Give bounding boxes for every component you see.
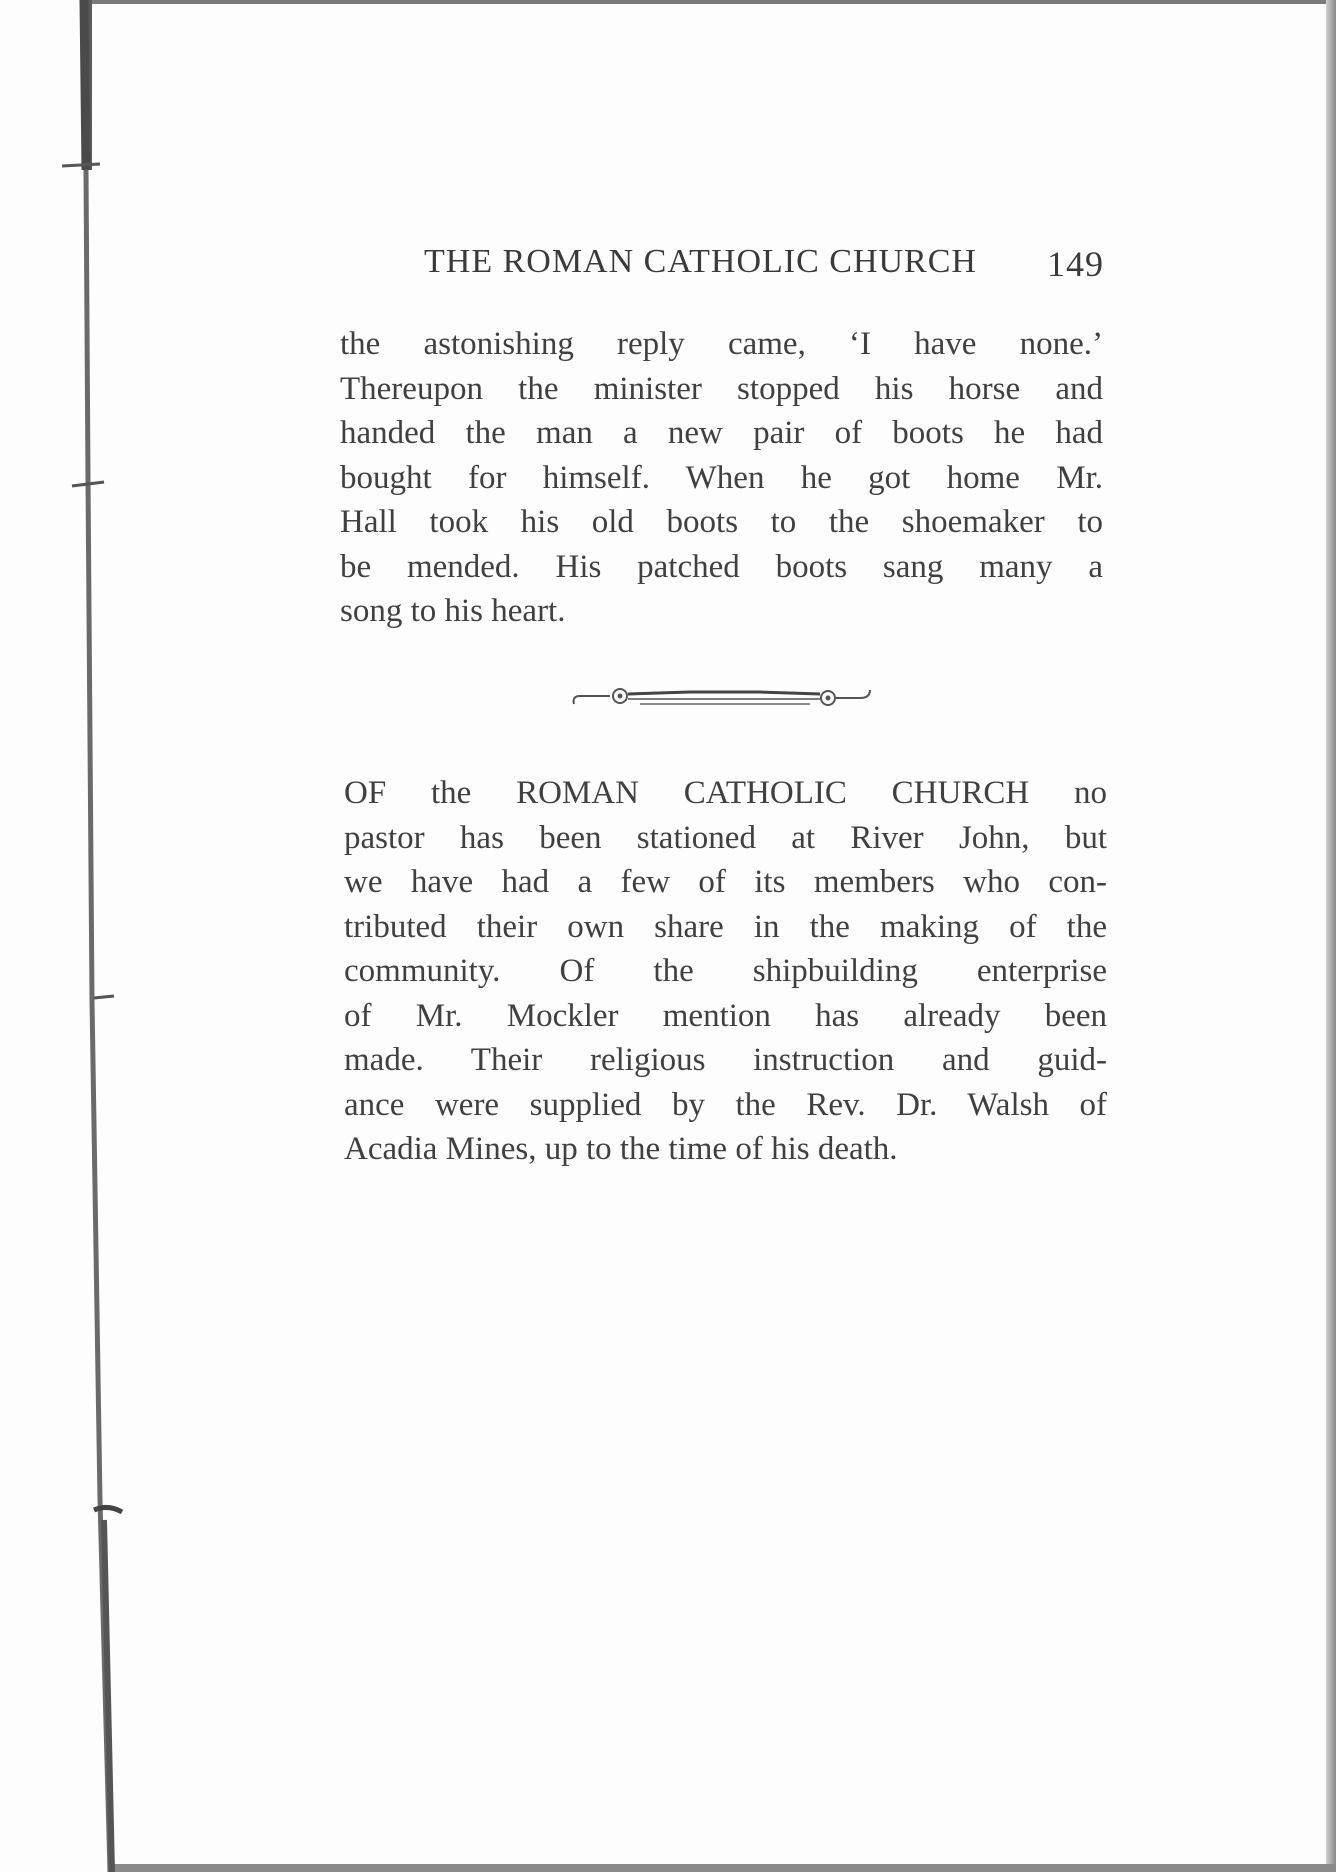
paragraph-1 — [340, 322, 1103, 634]
page-edge-bottom — [110, 1864, 1336, 1872]
text-line: Thereupon the minister stopped his horse and — [340, 370, 1103, 407]
text-line: made. Their religious instruction and guid- — [344, 1042, 1107, 1078]
text-line: we have had a few of its members who con- — [344, 864, 1107, 900]
page-edge-top — [90, 0, 1326, 4]
text-line: of Mr. Mockler mention has already been — [344, 997, 1107, 1034]
text-line: the astonishing reply came, ‘I have none.’ — [340, 326, 1103, 362]
text-line: be mended. His patched boots sang many a — [340, 548, 1103, 585]
text-line: handed the man a new pair of boots he had — [340, 415, 1103, 451]
page-number: 149 — [1047, 244, 1104, 284]
running-head — [424, 243, 1104, 291]
text-line: tributed their own share in the making of the — [344, 908, 1107, 945]
text-line: Hall took his old boots to the shoemaker to — [340, 504, 1103, 540]
text-line: song to his heart. — [340, 593, 566, 629]
text-line: pastor has been stationed at River John, but — [344, 819, 1107, 856]
text-line: OF the ROMAN CATHOLIC CHURCH no — [344, 775, 1107, 811]
binding-thread-icon — [0, 0, 130, 1872]
section-divider-flourish-icon — [570, 682, 875, 712]
running-head-title: THE ROMAN CATHOLIC CHURCH — [424, 243, 977, 280]
text-line: bought for himself. When he got home Mr. — [340, 459, 1103, 496]
text-line: community. Of the shipbuilding enterprise — [344, 953, 1107, 989]
page-edge-right — [1326, 0, 1336, 1872]
text-line: ance were supplied by the Rev. Dr. Walsh of — [344, 1086, 1107, 1123]
paragraph-2 — [344, 771, 1107, 1172]
text-line: Acadia Mines, up to the time of his death. — [344, 1131, 898, 1167]
